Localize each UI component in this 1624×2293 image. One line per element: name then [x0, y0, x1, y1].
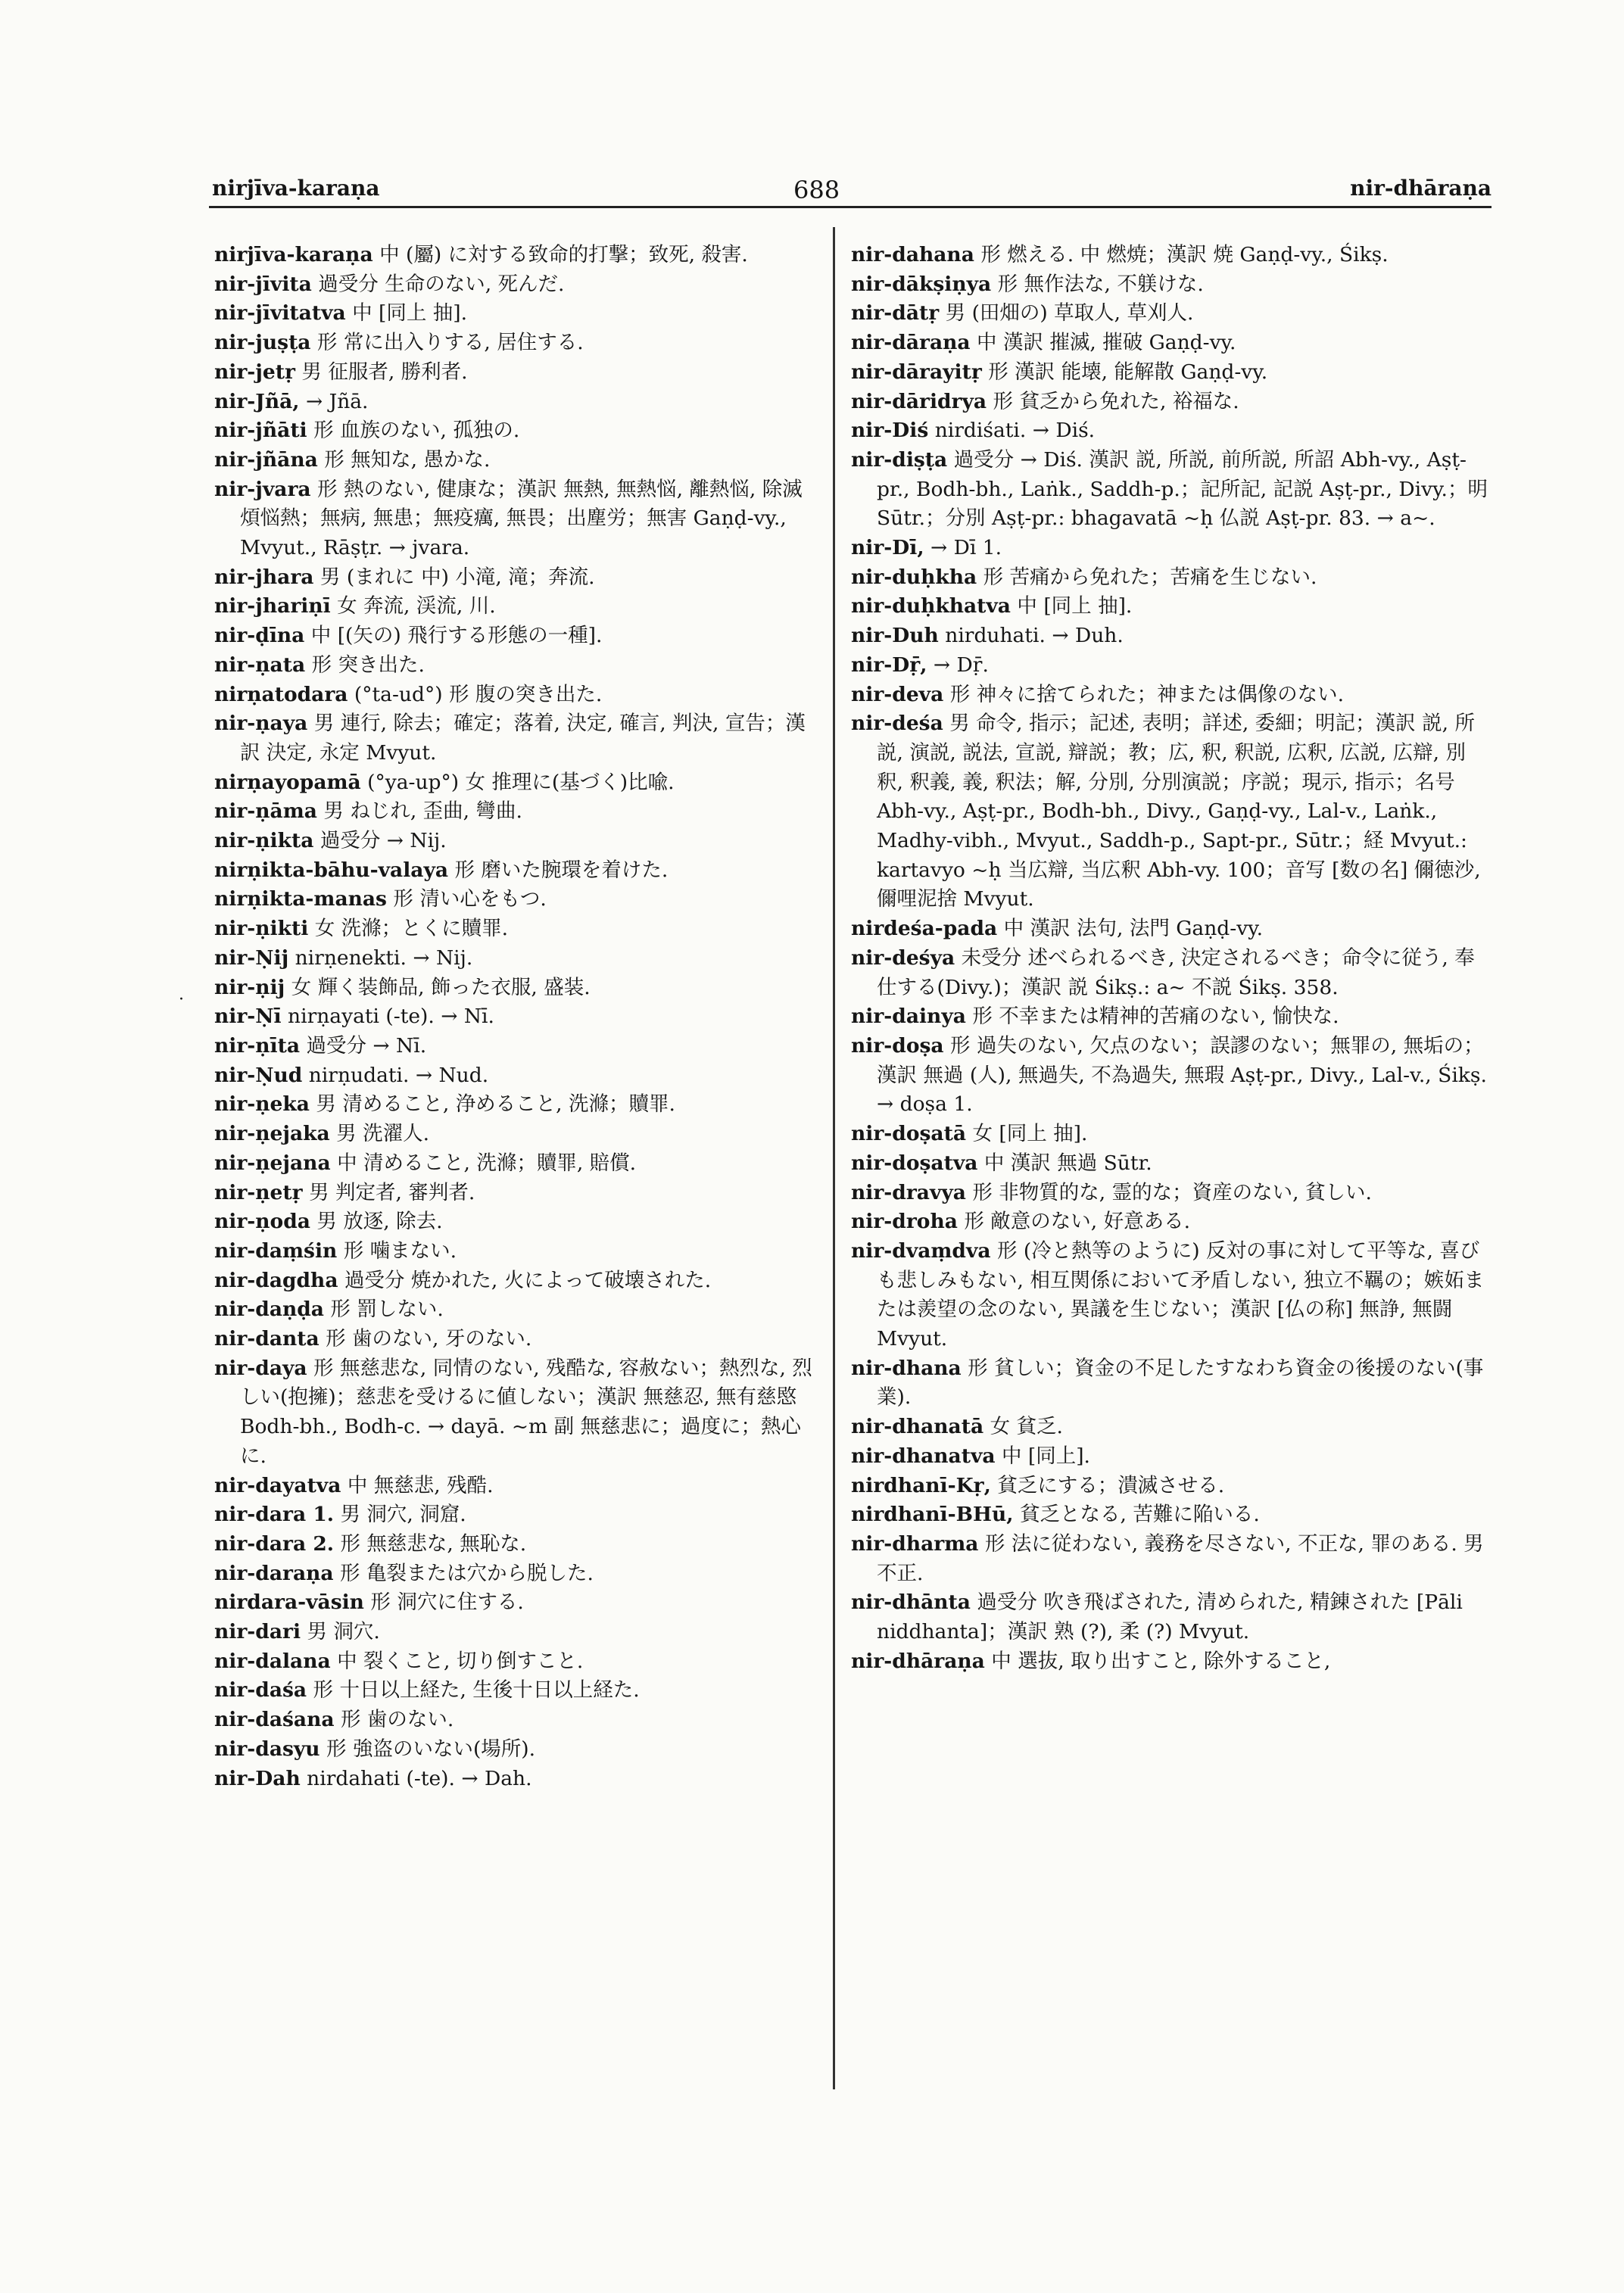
headword: nir-daṃśin: [214, 1238, 338, 1263]
headword: nir-ṇeka: [214, 1092, 310, 1117]
definition: 中 [同上 抽].: [1017, 594, 1133, 618]
page-number: 688: [793, 176, 840, 204]
definition: 中 選抜, 取り出すこと, 除外すること,: [991, 1649, 1331, 1673]
definition: 形 亀裂または穴から脱した.: [340, 1561, 594, 1585]
definition: 形 無作法な, 不躾けな.: [997, 272, 1204, 296]
dictionary-entry: [214, 974, 820, 1003]
definition: 形 熱のない, 健康な；漢訳 無熱, 無熱悩, 離熱悩, 除滅煩悩熱；無病, 無患；無疫癘, 無畏；出塵労；無害 Gaṇḍ-vy., Mvyut., Rāṣṭr. → jvara.: [240, 477, 803, 560]
headword: nir-dravya: [851, 1180, 966, 1204]
definition: nirdiśati. → Diś.: [934, 419, 1096, 443]
dictionary-entry: [214, 270, 820, 300]
headword: nirṇikta-bāhu-valaya: [214, 858, 449, 882]
headword: nir-dāraṇa: [851, 331, 971, 355]
definition: 中 [同上].: [1001, 1444, 1090, 1468]
dictionary-entry: [214, 1325, 820, 1354]
headword: nir-dara 2.: [214, 1531, 335, 1556]
headword: nir-Ṇij: [214, 946, 289, 970]
definition: 貧乏となる, 苦難に陥いる.: [1019, 1503, 1260, 1527]
headword: nir-dhanatva: [851, 1444, 996, 1468]
dictionary-entry: [851, 358, 1492, 388]
headword: nir-daṇḍa: [214, 1298, 324, 1322]
headword: nir-droha: [851, 1210, 958, 1234]
dictionary-entry: [214, 651, 820, 681]
definition: 形 磨いた腕環を着けた.: [454, 858, 669, 882]
definition: 形 法に従わない, 義務を尽さない, 不正な, 罪のある. 男 不正.: [877, 1531, 1484, 1585]
dictionary-entry: [214, 914, 820, 944]
headword: nir-ṇikta: [214, 829, 314, 853]
headword: nir-ḍīna: [214, 624, 305, 648]
definition: 貧乏にする；潰滅させる.: [997, 1473, 1225, 1497]
headword: nir-jhariṇī: [214, 594, 331, 618]
definition: 男 ねじれ, 歪曲, 彎曲.: [323, 799, 522, 824]
dictionary-entry: [214, 1500, 820, 1530]
dictionary-entry: [214, 299, 820, 329]
definition: 形 血族のない, 孤独の.: [313, 419, 520, 443]
dictionary-entry: [851, 534, 1492, 563]
definition: 形 不幸または精神的苦痛のない, 愉快な.: [972, 1005, 1339, 1029]
dictionary-entry: [214, 709, 820, 768]
headword: nir-juṣṭa: [214, 331, 311, 355]
definition: 中 漢訳 法句, 法門 Gaṇḍ-vy.: [1003, 917, 1264, 941]
dictionary-entry: [214, 475, 820, 563]
headword: nirdeśa-pada: [851, 917, 998, 941]
dictionary-entry: [214, 827, 820, 856]
headword: nir-ṇikti: [214, 917, 309, 941]
dictionary-entry: [851, 446, 1492, 534]
dictionary-entry: [214, 1588, 820, 1618]
definition: 女 奔流, 渓流, 川.: [337, 594, 496, 618]
definition: 形 苦痛から免れた；苦痛を生じない.: [983, 565, 1317, 589]
definition: 女 [同上 抽].: [972, 1122, 1088, 1146]
definition: 男 連行, 除去；確定；落着, 決定, 確言, 判決, 宣告；漢訳 決定, 永定 Mvyut.: [240, 712, 806, 765]
definition: 男 (田畑の) 草取人, 草刈人.: [945, 301, 1194, 326]
definition: 中 漢訳 無過 Sūtr.: [983, 1151, 1152, 1175]
dictionary-entry: [214, 416, 820, 446]
dictionary-entry: [214, 1179, 820, 1208]
definition: (°ya-up°) 女 推理に(基づく)比喩.: [367, 770, 675, 794]
headword: nirdhanī-Kṛ,: [851, 1473, 991, 1497]
headword: nir-Jñā,: [214, 389, 300, 413]
headword: nir-jñāna: [214, 447, 318, 472]
headword: nir-doṣatva: [851, 1151, 978, 1175]
headword: nirṇayopamā: [214, 770, 361, 794]
headword: nir-ṇata: [214, 653, 306, 677]
dictionary-entry: [851, 388, 1492, 417]
column-divider: [833, 227, 835, 2089]
headword: nir-jvara: [214, 477, 311, 501]
dictionary-entry: [851, 1413, 1492, 1442]
dictionary-entry: [214, 446, 820, 475]
definition: nirduhati. → Duh.: [945, 624, 1124, 648]
definition: 未受分 述べられるべき, 決定されるべき；命令に従う, 奉仕する(Divy.)；漢訳 説 Śikṣ.: a~ 不説 Śikṣ. 358.: [877, 946, 1475, 999]
dictionary-entry: [851, 241, 1492, 270]
dictionary-entry: [851, 622, 1492, 651]
headword: nir-doṣatā: [851, 1122, 966, 1146]
definition: 中 清めること, 洗滌；贖罪, 賠償.: [337, 1151, 637, 1175]
headword: nir-ṇaya: [214, 712, 308, 736]
definition: 形 燃える. 中 燃焼；漢訳 焼 Gaṇḍ-vy., Śikṣ.: [980, 243, 1389, 266]
definition: 形 神々に捨てられた；神または偶像のない.: [949, 682, 1345, 706]
definition: 中 裂くこと, 切り倒すこと.: [337, 1649, 584, 1673]
headword: nir-ṇāma: [214, 799, 317, 824]
dictionary-entry: [851, 592, 1492, 622]
definition: 形 漢訳 能壊, 能解散 Gaṇḍ-vy.: [988, 360, 1268, 384]
definition: 形 十日以上経た, 生後十日以上経た.: [313, 1678, 640, 1703]
headword: nir-daraṇa: [214, 1561, 334, 1585]
definition: 男 洞穴.: [307, 1620, 380, 1644]
dictionary-entry: [214, 797, 820, 827]
definition: 中 [同上 抽].: [352, 301, 468, 326]
definition: 女 洗滌；とくに贖罪.: [314, 917, 509, 941]
dictionary-entry: [214, 768, 820, 798]
headword: nir-dharma: [851, 1531, 979, 1556]
definition: 過受分 → Nī.: [306, 1033, 427, 1058]
definition: 形 歯のない, 牙のない.: [326, 1327, 532, 1351]
dictionary-entry: [214, 1295, 820, 1325]
dictionary-entry: [214, 1237, 820, 1266]
definition: 形 過失のない, 欠点のない；誤謬のない；無罪の, 無垢の；漢訳 無過 (人), 無過失, 不為過失, 無瑕 Aṣṭ-pr., Divy., Lal-v., Śikṣ. → doṣa 1.: [877, 1033, 1487, 1117]
headword: nir-jetṛ: [214, 360, 295, 384]
headword: nir-Dī,: [851, 536, 924, 560]
definition: 形 (冷と熱等のように) 反対の事に対して平等な, 喜びも悲しみもない, 相互関係において矛盾しない, 独立不羈の；嫉妬または羨望の念のない, 異議を生じない；漢訳 [仏の称] 無諍, 無闘 Mvyut.: [877, 1238, 1485, 1351]
headword: nir-duḥkha: [851, 565, 977, 589]
definition: nirṇayati (-te). → Nī.: [288, 1005, 494, 1029]
headword: nir-Dah: [214, 1766, 301, 1790]
definition: 過受分 吹き飛ばされた, 清められた, 精錬された [Pāli niddhanta]；漢訳 熟 (?), 柔 (?) Mvyut.: [877, 1590, 1463, 1644]
definition: 形 敵意のない, 好意ある.: [964, 1210, 1191, 1234]
definition: 男 放逐, 除去.: [316, 1210, 443, 1234]
dictionary-entry: [214, 1472, 820, 1501]
dictionary-entry: [851, 1149, 1492, 1179]
headword: nir-Dṝ,: [851, 653, 927, 677]
dictionary-entry: [851, 1207, 1492, 1237]
dictionary-entry: [851, 1472, 1492, 1501]
definition: 男 (まれに 中) 小滝, 滝；奔流.: [320, 565, 595, 589]
dictionary-entry: [214, 563, 820, 593]
definition: 形 噛まない.: [343, 1238, 457, 1263]
dictionary-entry: [214, 1647, 820, 1677]
definition: 中 [(矢の) 飛行する形態の一種].: [310, 624, 603, 648]
headword: nir-dainya: [851, 1005, 966, 1029]
dictionary-entry: [214, 885, 820, 914]
definition: 形 常に出入りする, 居住する.: [316, 331, 584, 355]
dictionary-entry: [214, 388, 820, 417]
headword: nir-jīvita: [214, 272, 312, 296]
headword: nir-jīvitatva: [214, 301, 346, 326]
headword: nir-deśa: [851, 712, 943, 736]
dictionary-entry: [214, 1002, 820, 1032]
headword: nir-dākṣiṇya: [851, 272, 992, 296]
dictionary-entry: [851, 914, 1492, 944]
headword: nir-deva: [851, 682, 944, 706]
definition: 女 貧乏.: [990, 1415, 1063, 1439]
dictionary-entry: [851, 1530, 1492, 1588]
definition: 形 無知な, 愚かな.: [324, 447, 491, 472]
dictionary-entry: [214, 1559, 820, 1589]
dictionary-entry: [214, 1120, 820, 1149]
dictionary-entry: [851, 1032, 1492, 1120]
headword: nir-dayatva: [214, 1473, 341, 1497]
headword: nir-Ṇī: [214, 1005, 282, 1029]
dictionary-entry: [851, 1237, 1492, 1354]
headword: nir-dalana: [214, 1649, 331, 1673]
dictionary-entry: [214, 1765, 820, 1794]
left-column: [214, 241, 820, 1793]
definition: 形 無慈悲な, 無恥な.: [340, 1531, 527, 1556]
dictionary-entry: [214, 681, 820, 710]
dictionary-entry: [214, 1032, 820, 1061]
definition: nirdahati (-te). → Dah.: [307, 1766, 532, 1790]
headword: nir-dhānta: [851, 1590, 971, 1615]
definition: 過受分 生命のない, 死んだ.: [318, 272, 565, 296]
headword: nir-dāridrya: [851, 389, 987, 413]
definition: (°ta-ud°) 形 腹の突き出た.: [354, 682, 603, 706]
headword: nir-Duh: [851, 624, 939, 648]
dictionary-entry: [214, 1530, 820, 1559]
definition: 男 判定者, 審判者.: [309, 1180, 475, 1204]
headword: nir-danta: [214, 1327, 320, 1351]
running-head-right: nir-dhāraṇa: [1350, 176, 1492, 201]
headword: nir-dahana: [851, 243, 974, 266]
definition: 男 征服者, 勝利者.: [301, 360, 468, 384]
dictionary-entry: [851, 1647, 1492, 1677]
dictionary-entry: [214, 1354, 820, 1472]
headword: nirṇatodara: [214, 682, 348, 706]
dictionary-entry: [851, 1120, 1492, 1149]
headword: nir-jñāti: [214, 419, 307, 443]
dictionary-entry: [851, 299, 1492, 329]
headword: nir-dasyu: [214, 1737, 320, 1761]
dictionary-entry: [851, 329, 1492, 358]
headword: nir-dārayitṛ: [851, 360, 982, 384]
dictionary-entry: [214, 856, 820, 886]
header-rule: [209, 206, 1492, 208]
headword: nir-dhanatā: [851, 1415, 984, 1439]
dictionary-entry: [214, 1735, 820, 1765]
dictionary-entry: [851, 270, 1492, 300]
dictionary-entry: [851, 1002, 1492, 1032]
dictionary-entry: [851, 1354, 1492, 1413]
headword: nirṇikta-manas: [214, 887, 387, 911]
definition: 男 命令, 指示；記述, 表明；詳述, 委細；明記；漢訳 説, 所説, 演説, 説法, 宣説, 辯説；教；広, 釈, 釈説, 広釈, 広説, 広辯, 別釈, 釈義, 義, 釈法；解, 分別, 分別演説；序説；現示, 指示；名号 Abh-vy., Aṣṭ-pr., Bodh-bh., Divy., Gaṇḍ-vy., Lal-v., Laṅk., Madhy-vibh., Mvyut., Saddh-p., Sapt-pr., Sūtr.；経 Mvyut.: kartavyo ~ḥ 当広辯, 当広釈 Abh-vy. 100；音写 [数の名] 儞徳沙, 儞哩泥捨 Mvyut.: [877, 712, 1481, 911]
dictionary-entry: [214, 1061, 820, 1091]
dictionary-entry: [214, 622, 820, 651]
definition: 男 洞穴, 洞窟.: [340, 1503, 466, 1527]
definition: 形 清い心をもつ.: [393, 887, 547, 911]
dictionary-entry: [214, 592, 820, 622]
definition: → Dī 1.: [930, 536, 1002, 560]
definition: 過受分 焼かれた, 火によって破壊された.: [344, 1268, 712, 1292]
headword: nir-doṣa: [851, 1033, 944, 1058]
headword: nir-ṇīta: [214, 1033, 301, 1058]
definition: 中 無慈悲, 残酷.: [347, 1473, 494, 1497]
dictionary-entry: [214, 1207, 820, 1237]
headword: nir-dagdha: [214, 1268, 338, 1292]
definition: 男 洗濯人.: [336, 1122, 430, 1146]
headword: nir-ṇetṛ: [214, 1180, 303, 1204]
dictionary-entry: [851, 1442, 1492, 1472]
dictionary-entry: [851, 563, 1492, 593]
headword: nir-dara 1.: [214, 1503, 335, 1527]
definition: 形 洞穴に住する.: [370, 1590, 524, 1615]
dictionary-entry: [851, 709, 1492, 914]
definition: → Dṝ.: [933, 653, 989, 677]
headword: nirdhanī-BHū,: [851, 1503, 1014, 1527]
definition: 過受分 → Nij.: [320, 829, 447, 853]
dictionary-entry: [214, 1149, 820, 1179]
dictionary-entry: [851, 681, 1492, 710]
dictionary-entry: [214, 1618, 820, 1647]
headword: nir-Diś: [851, 419, 929, 443]
right-column: [851, 241, 1492, 1676]
dictionary-entry: [214, 241, 820, 270]
definition: → Jñā.: [305, 389, 369, 413]
headword: nir-dātṛ: [851, 301, 940, 326]
dictionary-entry: [214, 1266, 820, 1296]
definition: 中 漢訳 摧滅, 摧破 Gaṇḍ-vy.: [977, 331, 1236, 355]
dictionary-entry: [851, 1179, 1492, 1208]
definition: 形 無慈悲な, 同情のない, 残酷な, 容赦ない；熱烈な, 烈しい(抱擁)；慈悲を受けるに値しない；漢訳 無慈忍, 無有慈愍 Bodh-bh., Bodh-c. → dayā. ~m 副 無慈悲に；過度に；熱心に.: [240, 1356, 812, 1468]
definition: 形 貧しい；資金の不足したすなわち資金の後援のない(事業).: [877, 1356, 1484, 1410]
headword: nir-daśa: [214, 1678, 307, 1703]
headword: nir-dvaṃdva: [851, 1238, 991, 1263]
definition: 中 (屬) に対する致命的打撃；致死, 殺害.: [379, 243, 748, 266]
dictionary-entry: [851, 1500, 1492, 1530]
headword: nir-daya: [214, 1356, 307, 1380]
headword: nir-Ṇud: [214, 1063, 303, 1087]
headword: nir-ṇejana: [214, 1151, 331, 1175]
margin-mark: ·: [179, 990, 184, 1009]
dictionary-entry: [214, 1090, 820, 1120]
headword: nir-duḥkhatva: [851, 594, 1011, 618]
headword: nir-deśya: [851, 946, 955, 970]
dictionary-entry: [214, 358, 820, 388]
headword: nir-ṇejaka: [214, 1122, 330, 1146]
headword: nir-dari: [214, 1620, 301, 1644]
headword: nir-jhara: [214, 565, 314, 589]
definition: 形 歯のない.: [340, 1708, 454, 1732]
dictionary-entry: [214, 1706, 820, 1735]
definition: 形 貧乏から免れた, 裕福な.: [993, 389, 1239, 413]
dictionary-entry: [851, 944, 1492, 1002]
definition: nirṇudati. → Nud.: [308, 1063, 489, 1087]
definition: 形 罰しない.: [330, 1298, 444, 1322]
definition: 男 清めること, 浄めること, 洗滌；贖罪.: [316, 1092, 675, 1117]
definition: 女 輝く装飾品, 飾った衣服, 盛装.: [291, 975, 591, 999]
dictionary-entry: [214, 1676, 820, 1706]
headword: nir-dhana: [851, 1356, 962, 1380]
headword: nir-daśana: [214, 1708, 335, 1732]
definition: 過受分 → Diś. 漢訳 説, 所説, 前所説, 所詔 Abh-vy., Aṣṭ-pr., Bodh-bh., Laṅk., Saddh-p.；記所記, 記説 Aṣṭ-pr., Divy.；明 Sūtr.；分別 Aṣṭ-pr.: bhagavatā ~ḥ 仏説 Aṣṭ-pr. 83. → a~.: [877, 447, 1488, 531]
definition: nirṇenekti. → Nij.: [295, 946, 473, 970]
dictionary-entry: [851, 416, 1492, 446]
dictionary-entry: [851, 651, 1492, 681]
definition: 形 強盗のいない(場所).: [326, 1737, 536, 1761]
headword: nirdara-vāsin: [214, 1590, 364, 1615]
headword: nir-dhāraṇa: [851, 1649, 985, 1673]
running-head-left: nirjīva-karaṇa: [212, 176, 380, 201]
definition: 形 非物質的な, 霊的な；資産のない, 貧しい.: [972, 1180, 1372, 1204]
definition: 形 突き出た.: [311, 653, 425, 677]
headword: nir-diṣṭa: [851, 447, 948, 472]
headword: nirjīva-karaṇa: [214, 243, 373, 266]
dictionary-entry: [851, 1588, 1492, 1647]
dictionary-entry: [214, 329, 820, 358]
headword: nir-ṇij: [214, 975, 285, 999]
headword: nir-ṇoda: [214, 1210, 310, 1234]
dictionary-entry: [214, 944, 820, 974]
